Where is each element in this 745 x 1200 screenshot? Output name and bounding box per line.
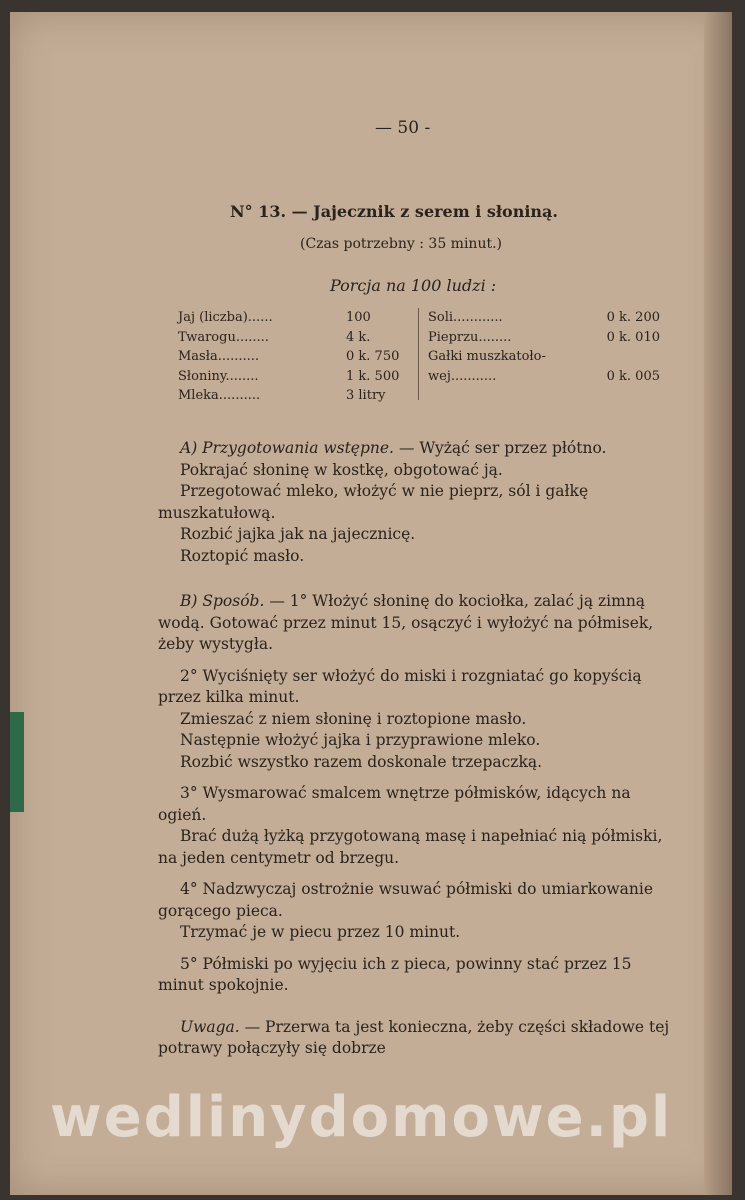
step-2-line: Następnie włożyć jajka i przyprawione mleko. [180, 731, 541, 749]
ingredients-left [178, 308, 416, 406]
ingredient-row: Pieprzu........ 0 k. 010 [428, 329, 660, 345]
ingredient-row: Jaj (liczba)...... 100 [178, 310, 371, 325]
step-2-line: 2° Wyciśnięty ser włożyć do miski i rozgniatać go kopyścią przez kilka minut. [158, 666, 642, 706]
section-a-line: Przegotować mleko, włożyć w nie pieprz, sól i gałkę muszkatułową. [158, 482, 589, 522]
page-number: — 50 - [375, 118, 431, 138]
watermark: wedlinydomowe.pl [50, 1085, 673, 1150]
note: Uwaga. — Przerwa ta jest konieczna, żeby części składowe tej potrawy połączyły się dobrze [158, 1017, 670, 1057]
recipe-time: (Czas potrzebny : 35 minut.) [300, 236, 502, 252]
ingredient-row: Mleka.......... 3 litry [178, 388, 386, 403]
step-5-line: 5° Półmiski po wyjęciu ich z pieca, powinny stać przez 15 minut spokojnie. [158, 954, 632, 994]
ingredient-row: Masła.......... 0 k. 750 [178, 349, 400, 364]
step-3-line: 3° Wysmarować smalcem wnętrze półmisków, idących na ogień. [158, 784, 631, 824]
section-a-line: Pokrajać słoninę w kostkę, obgotować ją. [180, 460, 503, 479]
recipe-body [158, 438, 678, 1060]
step-2-line: Rozbić wszystko razem doskonale trzepaczką. [180, 752, 543, 771]
ingredient-divider [418, 308, 419, 400]
step-4-line: 4° Nadzwyczaj ostrożnie wsuwać półmiski do umiarkowanie gorącego pieca. [158, 880, 654, 920]
section-a-line: Roztopić masło. [180, 546, 305, 565]
step-2-line: Zmieszać z niem słoninę i roztopione masło. [180, 709, 527, 728]
section-b: B) Sposób. — 1° Włożyć słoninę do kociołka, zalać ją zimną wodą. Gotować przez minut 15, osączyć i wyłożyć na półmisek, żeby wystygła. [158, 592, 654, 653]
ingredient-row: wej........... 0 k. 005 [428, 368, 660, 384]
ingredient-row: Gałki muszkatoło- [428, 349, 546, 364]
book-spine [704, 12, 732, 1195]
ingredients-right [428, 308, 660, 386]
step-4-line: Trzymać je w piecu przez 10 minut. [180, 923, 461, 941]
step-3-line: Brać dużą łyżką przygotowaną masę i napełniać nią półmiski, na jeden centymetr od brzegu. [158, 827, 663, 867]
recipe-portion: Porcja na 100 ludzi : [330, 276, 497, 295]
section-a-first: A) Przygotowania wstępne. — Wyżąć ser przez płótno. [180, 439, 607, 457]
ingredient-row: Twarogu........ 4 k. [178, 329, 371, 345]
ingredient-row: Soli............ 0 k. 200 [428, 310, 660, 325]
green-bookmark-tab [10, 712, 24, 812]
ingredient-row: Słoniny........ 1 k. 500 [178, 368, 400, 384]
section-a-line: Rozbić jajka jak na jajecznicę. [180, 525, 416, 543]
recipe-title: N° 13. — Jajecznik z serem i słoniną. [230, 202, 558, 221]
